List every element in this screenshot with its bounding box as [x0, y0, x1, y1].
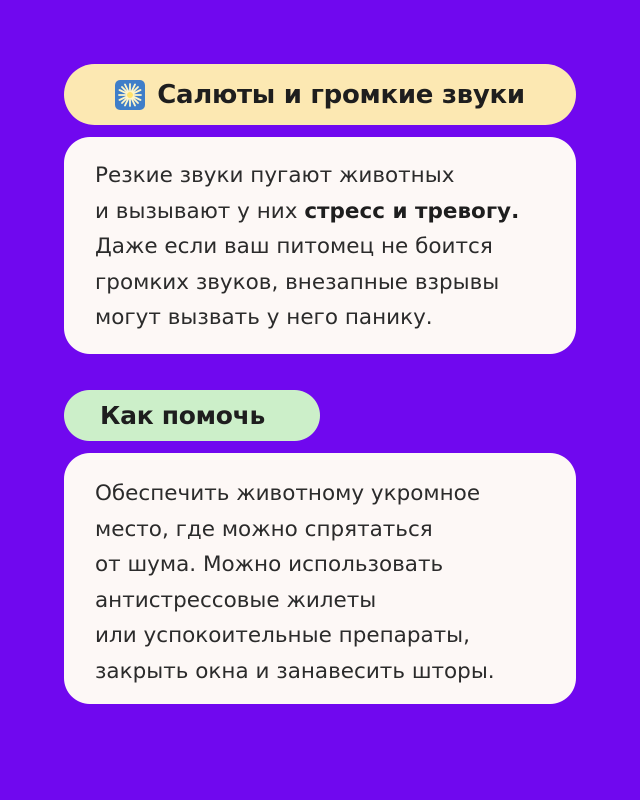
fireworks-info-card — [64, 137, 576, 354]
text-line — [95, 194, 556, 230]
text-line: закрыть окна и занавесить шторы. — [95, 658, 495, 684]
text-line: могут вызвать у него панику. — [95, 305, 433, 330]
emphasis-text: стресс и тревогу. — [304, 198, 520, 224]
text-line: от шума. Можно использовать — [95, 552, 444, 577]
help-info-card — [64, 453, 576, 704]
help-title: Как помочь — [100, 401, 266, 430]
text-line: антистрессовые жилеты — [95, 587, 377, 613]
fireworks-title: Салюты и громкие звуки — [157, 79, 525, 110]
fireworks-icon — [115, 80, 145, 110]
text-line: Резкие звуки пугают животных — [95, 163, 455, 188]
text-line: Обеспечить животному укромное — [95, 481, 481, 506]
text-segment: и вызывают у них — [95, 198, 305, 224]
text-line: громких звуков, внезапные взрывы — [95, 269, 500, 295]
text-line: или успокоительные препараты, — [95, 623, 470, 648]
help-heading — [64, 390, 320, 441]
fireworks-heading — [64, 64, 576, 125]
text-line: Даже если ваш питомец не боится — [95, 234, 493, 259]
text-line: место, где можно спрятаться — [95, 516, 433, 542]
